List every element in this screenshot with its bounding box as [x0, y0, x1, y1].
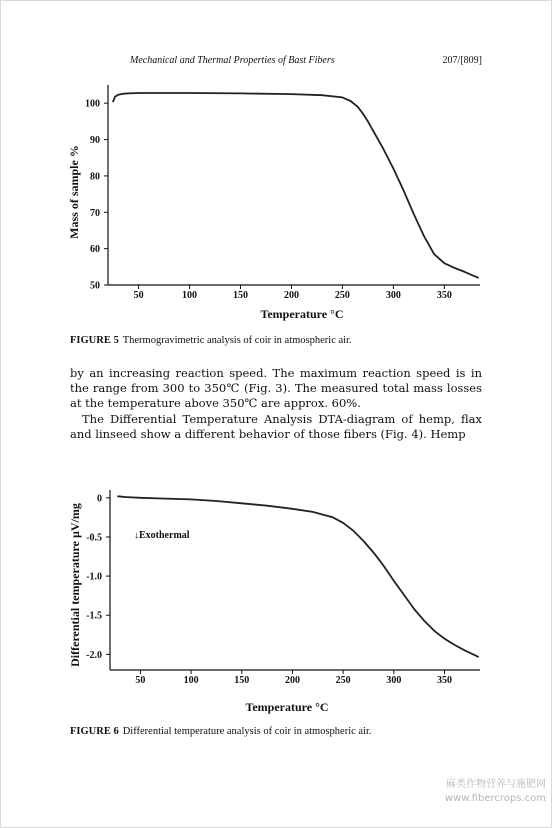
- y-tick-label: 0: [97, 493, 102, 505]
- x-tick-label: 350: [437, 675, 453, 686]
- watermark-line-2: www.fibercrops.com: [444, 793, 546, 804]
- body-paragraph-2: The Differential Temperature Analysis DTA-diagram of hemp, flax and linseed show a different behavior of those fibers (Fig. 4). Hemp: [70, 411, 482, 441]
- figure-5-caption-label: FIGURE 5: [70, 335, 119, 346]
- x-tick-label: 200: [283, 290, 299, 301]
- x-tick-label: 250: [335, 675, 351, 686]
- x-tick-label: 100: [183, 675, 199, 686]
- y-tick-label: 100: [85, 98, 100, 110]
- watermark: [445, 778, 546, 806]
- figure-6-xlabel: Temperature °C: [245, 700, 329, 714]
- y-tick-label: 70: [90, 207, 100, 219]
- figure-6-ticks: [86, 493, 452, 686]
- figure-6-axes: [110, 490, 480, 670]
- figure-5-xlabel: Temperature °C: [260, 307, 344, 321]
- figure-6-ylabel: Differential temperature µV/mg: [68, 503, 82, 667]
- x-tick-label: 300: [386, 675, 402, 686]
- figure-6-caption-text: Differential temperature analysis of coir in atmospheric air.: [122, 726, 372, 737]
- x-tick-label: 50: [135, 675, 146, 686]
- x-tick-label: 50: [133, 290, 144, 301]
- body-paragraph-1: by an increasing reaction speed. The maximum reaction speed is in the range from 300 to 350℃ (Fig. 3). The measured total mass losses at the temperature above 350℃ are approx. 60%.: [70, 366, 482, 411]
- series-line: [118, 496, 478, 656]
- y-tick-label: -1.5: [86, 610, 102, 622]
- running-header: Mechanical and Thermal Properties of Bast Fibers: [130, 55, 335, 66]
- y-tick-label: 80: [90, 171, 100, 183]
- x-tick-label: 200: [284, 675, 300, 686]
- y-tick-label: 60: [90, 244, 100, 256]
- x-tick-label: 350: [436, 290, 452, 301]
- figure-6-series: [118, 496, 478, 656]
- figure-6-caption-label: FIGURE 6: [70, 726, 119, 737]
- x-tick-label: 250: [334, 290, 350, 301]
- figure-5-ylabel: Mass of sample %: [67, 145, 81, 239]
- y-tick-label: 90: [90, 135, 100, 147]
- x-tick-label: 300: [385, 290, 401, 301]
- y-tick-label: -1.0: [86, 571, 102, 583]
- y-tick-label: 50: [90, 280, 100, 292]
- y-tick-label: -2.0: [86, 649, 102, 661]
- figure-6-annotation-exothermal: ↓Exothermal: [134, 530, 190, 541]
- watermark-line-1: 麻类作物营养与施肥网: [446, 779, 546, 790]
- figure-5-caption-text: Thermogravimetric analysis of coir in atmospheric air.: [122, 335, 352, 346]
- y-tick-label: -0.5: [86, 532, 102, 544]
- x-tick-label: 100: [182, 290, 198, 301]
- figure-6-caption: [70, 726, 372, 737]
- x-tick-label: 150: [232, 290, 248, 301]
- page-number: 207/[809]: [442, 55, 482, 66]
- x-tick-label: 150: [234, 675, 250, 686]
